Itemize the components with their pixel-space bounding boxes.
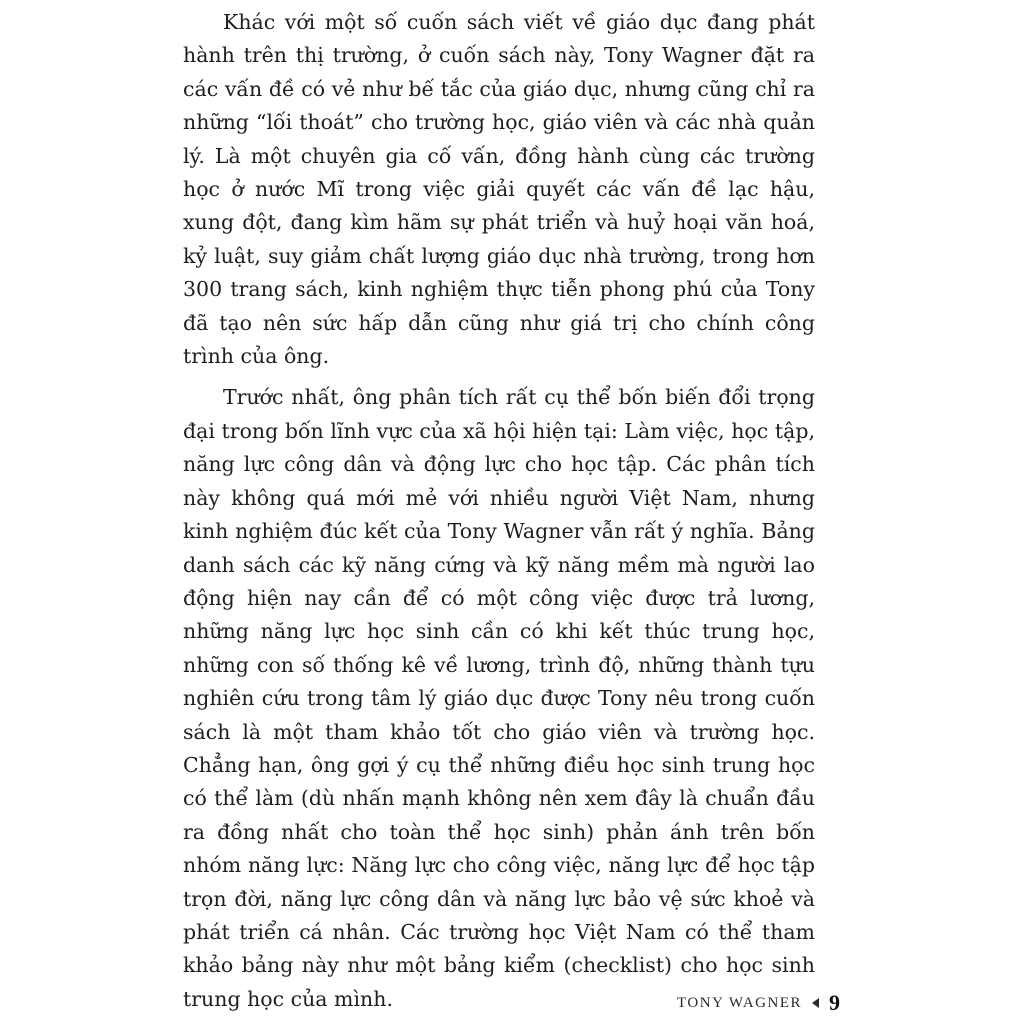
page-number: 9 [829, 990, 840, 1015]
paragraph-2: Trước nhất, ông phân tích rất cụ thể bốn biến đổi trọng đại trong bốn lĩnh vực của xã hội hiện tại: Làm việc, học tập, năng lực công dân và động lực cho học tập. Các phân tích này không quá mới mẻ với nhiều người Việt Nam, nhưng kinh nghiệm đúc kết của Tony Wagner vẫn rất ý nghĩa. Bảng danh sách các kỹ năng cứng và kỹ năng mềm mà người lao động hiện nay cần để có một công việc được trả lương, những năng lực học sinh cần có khi kết thúc trung học, những con số thống kê về lương, trình độ, những thành tựu nghiên cứu trong tâm lý giáo dục được Tony nêu trong cuốn sách là một tham khảo tốt cho giáo viên và trường học. Chẳng hạn, ông gợi ý cụ thể những điều học sinh trung học có thể làm (dù nhấn mạnh không nên xem đây là chuẩn đầu ra đồng nhất cho toàn thể học sinh) phản ánh trên bốn nhóm năng lực: Năng lực cho công việc, năng lực để học tập trọn đời, năng lực công dân và năng lực bảo vệ sức khoẻ và phát triển cá nhân. Các trường học Việt Nam có thể tham khảo bảng này như một bảng kiểm (checklist) cho học sinh trung học của mình. [183, 385, 815, 1011]
paragraph-1: Khác với một số cuốn sách viết về giáo dục đang phát hành trên thị trường, ở cuốn sách này, Tony Wagner đặt ra các vấn đề có vẻ như bế tắc của giáo dục, nhưng cũng chỉ ra những “lối thoát” cho trường học, giáo viên và các nhà quản lý. Là một chuyên gia cố vấn, đồng hành cùng các trường học ở nước Mĩ trong việc giải quyết các vấn đề lạc hậu, xung đột, đang kìm hãm sự phát triển và huỷ hoại văn hoá, kỷ luật, suy giảm chất lượng giáo dục nhà trường, trong hơn 300 trang sách, kinh nghiệm thực tiễn phong phú của Tony đã tạo nên sức hấp dẫn cũng như giá trị cho chính công trình của ông. [183, 10, 815, 369]
page-footer [677, 990, 840, 1016]
page-body [183, 6, 815, 1016]
triangle-left-icon [812, 998, 819, 1008]
running-head-author: TONY WAGNER [677, 994, 802, 1011]
